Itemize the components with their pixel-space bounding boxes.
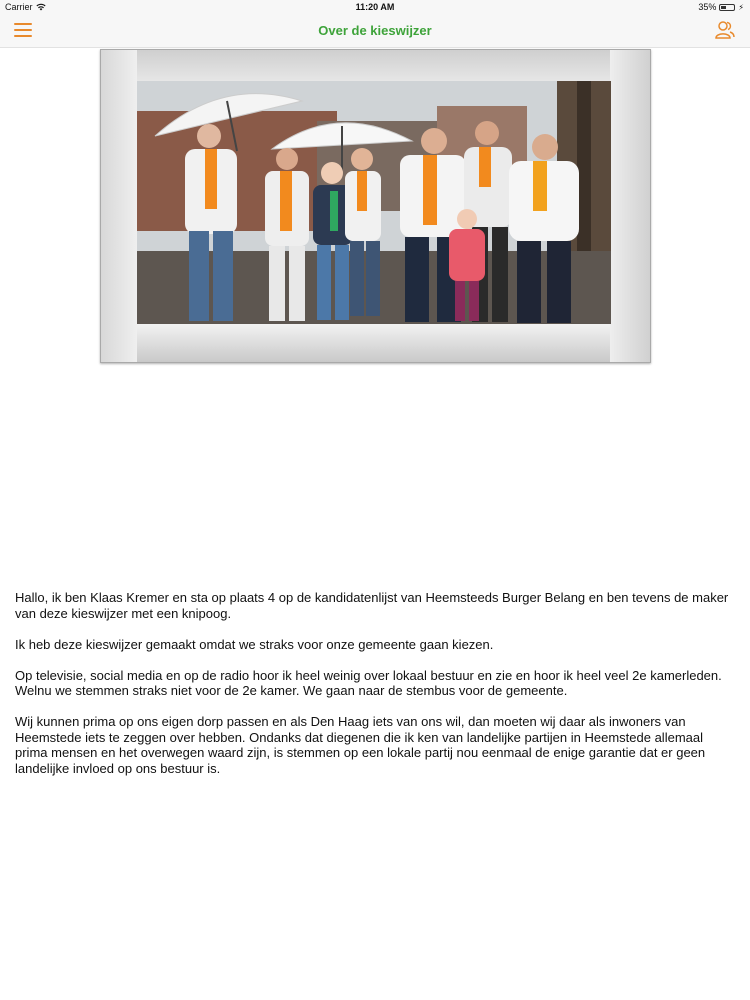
- group-photo: [137, 81, 611, 324]
- photo-frame: [100, 49, 651, 363]
- paragraph-reason: Ik heb deze kieswijzer gemaakt omdat we straks voor onze gemeente gaan kiezen.: [15, 636, 494, 652]
- battery-indicator: [698, 2, 744, 12]
- paragraph-local: Wij kunnen prima op ons eigen dorp passen en als Den Haag iets van ons wil, dan moeten wij daar als inwoners van Heemstede iets te zeggen over hebben. Ondanks dat diegenen die ik ken van landelijke partijen in Heemstede allemaal prima mensen en het overwegen waard zijn, is stemmen op een lokale partij nou eenmaal de enige garantie dat er geen landelijke invloed op ons bestuur is.: [15, 714, 706, 776]
- paragraph-media: Op televisie, social media en op de radio hoor ik heel weinig over lokaal bestuur en zie en hoor ik heel veel 2e kamerleden. Welnu we stemmen straks niet voor de 2e kamer. We gaan naar de stembus voor de gemeente.: [15, 667, 722, 698]
- page-title: Over de kieswijzer: [318, 23, 432, 38]
- about-text: [15, 590, 737, 792]
- battery-percent: 35%: [698, 2, 717, 12]
- battery-icon: [719, 4, 735, 11]
- clock: 11:20 AM: [355, 2, 395, 12]
- paragraph-intro: Hallo, ik ben Klaas Kremer en sta op plaats 4 op de kandidatenlijst van Heemsteeds Burger Belang en ben tevens de maker van deze kieswijzer met een knipoog.: [15, 590, 729, 621]
- group-photo-illustration: [137, 81, 611, 324]
- users-icon: [714, 20, 736, 40]
- carrier-label: Carrier: [5, 2, 33, 12]
- status-bar: [0, 0, 750, 14]
- navigation-bar: [0, 14, 750, 48]
- profile-button[interactable]: [714, 20, 736, 40]
- charging-icon: ⚡: [738, 2, 744, 12]
